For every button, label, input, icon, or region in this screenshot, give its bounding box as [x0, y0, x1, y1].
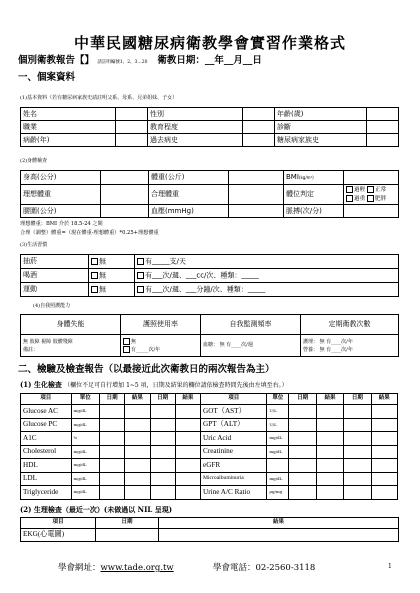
website-link[interactable]: www.tade.org.tw	[100, 563, 174, 573]
biochem-heading: (1) 生化檢查	[20, 380, 62, 389]
cell[interactable]	[316, 432, 343, 446]
nutrition-line: 營養： 無 有____次/年	[303, 346, 353, 353]
item-creatinine: Creatinine	[201, 445, 267, 459]
bmi-label	[284, 171, 344, 185]
item-ldl: LDL	[21, 472, 72, 486]
none-text: 無	[99, 257, 106, 266]
bp-label: 血壓(mmHg)	[149, 205, 229, 218]
checkbox[interactable]	[137, 258, 144, 265]
basic-data-table	[20, 107, 399, 147]
reasonable-weight-field[interactable]	[229, 185, 284, 205]
cell[interactable]	[125, 418, 150, 432]
disease-duration-label: 病齡(年)	[21, 134, 116, 147]
passport-has: 有_____次/年	[131, 346, 161, 353]
exercise-none	[89, 283, 135, 297]
gender-label: 性別	[148, 108, 243, 121]
cell[interactable]	[150, 486, 175, 500]
cell[interactable]	[125, 459, 150, 473]
passport-none: 無	[131, 338, 137, 345]
col-result: 結果	[125, 394, 150, 405]
col-result: 結果	[371, 394, 397, 405]
table-row	[21, 472, 398, 486]
drinking-label: 喝酒	[21, 269, 89, 283]
cell[interactable]	[289, 418, 316, 432]
cell[interactable]	[150, 432, 175, 446]
option-overweight: 過重	[354, 195, 366, 202]
cell[interactable]	[344, 445, 371, 459]
body-check-heading: (2)身體檢查	[20, 158, 48, 164]
name-field[interactable]	[116, 108, 148, 121]
smoking-none	[89, 255, 135, 269]
cell[interactable]	[150, 405, 175, 419]
disability-note: 備註：	[23, 346, 39, 353]
cell[interactable]	[316, 418, 343, 432]
col-item: 項目	[21, 394, 72, 405]
biochem-note: （欄位不足可自行增加 1~5 項，日期及結果的欄位請依檢查時間先後由左填至右。）	[64, 382, 288, 389]
body-check-table	[20, 170, 399, 218]
reasonable-weight-note: 合理（調整）體重=（現在體重-理想體重）*0.25+理想體重	[20, 230, 159, 236]
cell[interactable]	[344, 472, 371, 486]
cell[interactable]	[316, 445, 343, 459]
item-hdl: HDL	[21, 459, 72, 473]
cell[interactable]	[371, 418, 397, 432]
gender-field[interactable]	[243, 108, 275, 121]
disease-duration-field[interactable]	[116, 134, 148, 147]
page-number: 1	[388, 563, 392, 570]
cell[interactable]	[344, 418, 371, 432]
cell[interactable]	[316, 459, 343, 473]
education-field[interactable]	[243, 121, 275, 134]
drinking-none	[89, 269, 135, 283]
regular-education-header: 定期衛教次數	[301, 315, 399, 335]
col-date: 日期	[96, 518, 159, 529]
checkbox[interactable]	[346, 186, 353, 193]
section-case-data: 一、個案資料	[18, 72, 76, 83]
cell[interactable]	[125, 445, 150, 459]
cell[interactable]	[289, 445, 316, 459]
pulse-field[interactable]	[344, 205, 399, 218]
col-item: 項目	[201, 394, 267, 405]
cell[interactable]	[371, 486, 397, 500]
cell[interactable]	[150, 472, 175, 486]
cell[interactable]	[150, 418, 175, 432]
bp-field[interactable]	[229, 205, 284, 218]
smoking-has	[135, 255, 399, 269]
disability-line: 無 肢障 視障 肢體殘障	[23, 338, 73, 345]
option-obese: 肥胖	[374, 195, 387, 202]
cell[interactable]	[150, 445, 175, 459]
exercise-has	[135, 283, 399, 297]
has-text: 有___次/週、___分鐘/次、種類：_____	[145, 285, 266, 294]
cell[interactable]	[99, 418, 124, 432]
item-microalbuminuria: Microalbuminuria	[201, 472, 267, 486]
waist-field[interactable]	[101, 205, 149, 218]
cell[interactable]	[316, 486, 343, 500]
height-field[interactable]	[101, 171, 149, 185]
body-judge-options	[344, 185, 399, 205]
cell[interactable]	[371, 432, 397, 446]
cell[interactable]	[344, 405, 371, 419]
item-glucose-pc: Glucose PC	[21, 418, 72, 432]
cell[interactable]	[289, 405, 316, 419]
cell[interactable]	[371, 445, 397, 459]
report-number-note: 請註明編號1、2、3...20	[97, 60, 148, 65]
item-cholesterol: Cholesterol	[21, 445, 72, 459]
occupation-label: 職業	[21, 121, 116, 134]
unit: %	[71, 432, 99, 446]
past-history-field[interactable]	[243, 134, 275, 147]
item-a1c: A1C	[21, 432, 72, 446]
col-item: 項目	[21, 518, 96, 529]
unit: mg/dL	[267, 432, 289, 446]
footer-website	[58, 561, 174, 573]
col-date: 日期	[289, 394, 316, 405]
nursing-line: 護理： 無 有____次/年	[303, 338, 353, 345]
cell[interactable]	[125, 472, 150, 486]
unit: mg/dL	[71, 418, 99, 432]
education-options	[301, 335, 399, 357]
cell[interactable]	[99, 486, 124, 500]
document-title: 中華民國糖尿病衛教學會實習作業格式	[73, 34, 346, 52]
weight-label: 體重(公斤)	[149, 171, 229, 185]
checkbox[interactable]	[137, 286, 144, 293]
cell[interactable]	[289, 486, 316, 500]
checkbox[interactable]	[123, 346, 130, 353]
table-row	[21, 418, 398, 432]
cell[interactable]	[316, 472, 343, 486]
cell[interactable]	[125, 432, 150, 446]
basic-data-heading: (1)基本資料（若有糖尿病家族史請註明父系、母系、兄弟姐妹、子女）	[20, 95, 178, 101]
passport-options	[121, 335, 201, 357]
checkbox[interactable]	[367, 186, 374, 193]
exercise-label: 運動	[21, 283, 89, 297]
cell[interactable]	[289, 472, 316, 486]
family-history-field[interactable]	[367, 134, 399, 147]
checkbox[interactable]	[91, 286, 98, 293]
bmi-field[interactable]	[344, 171, 399, 185]
weight-field[interactable]	[229, 171, 284, 185]
waist-label: 腰圍(公分)	[21, 205, 101, 218]
unit: U/L	[267, 405, 289, 419]
col-date: 日期	[99, 394, 124, 405]
cell[interactable]	[159, 529, 399, 542]
unit: μg/mg	[267, 486, 289, 500]
education-date-label: 衛教日期：__年__月__日	[157, 55, 262, 66]
name-label: 姓名	[21, 108, 116, 121]
unit: mg/dL	[71, 405, 99, 419]
smoking-label: 抽菸	[21, 255, 89, 269]
has-text: 有_____支/天	[145, 257, 186, 266]
unit: mg/dL	[267, 472, 289, 486]
cell[interactable]	[316, 405, 343, 419]
cell[interactable]	[175, 432, 200, 446]
body-judge-label: 體位判定	[284, 185, 344, 205]
checkbox[interactable]	[91, 272, 98, 279]
habits-heading: (3)生活習慣	[20, 242, 48, 248]
cell[interactable]	[99, 445, 124, 459]
section-lab-reports: 二、檢驗及檢查報告（以最接近此次衛教日的兩次報告為主）	[18, 364, 275, 375]
cell[interactable]	[344, 459, 371, 473]
disability-options	[21, 335, 121, 357]
occupation-field[interactable]	[116, 121, 148, 134]
cell[interactable]	[125, 486, 150, 500]
selfcare-table	[20, 314, 399, 357]
education-label: 教育程度	[148, 121, 243, 134]
table-row	[21, 459, 398, 473]
cell[interactable]	[175, 472, 200, 486]
website-label: 學會網址：	[58, 563, 101, 573]
table-row	[21, 529, 399, 542]
unit: U/L	[267, 418, 289, 432]
unit: mg/dL	[71, 472, 99, 486]
item-got: GOT（AST）	[201, 405, 267, 419]
cell[interactable]	[175, 405, 200, 419]
pulse-label: 脈搏(次/分)	[284, 205, 344, 218]
table-row	[21, 445, 398, 459]
cell[interactable]	[96, 529, 159, 542]
unit: mg/dL	[71, 459, 99, 473]
checkbox[interactable]	[346, 195, 353, 202]
bmi-text: BMI	[286, 173, 299, 181]
col-unit: 單位	[71, 394, 99, 405]
option-normal: 正常	[374, 186, 387, 193]
item-uric-acid: Uric Acid	[201, 432, 267, 446]
report-label: 個別衛教報告【】	[18, 55, 95, 66]
cell[interactable]	[99, 405, 124, 419]
col-result: 結果	[175, 394, 200, 405]
family-history-label: 糖尿病家族史	[275, 134, 367, 147]
height-label: 身高(公分)	[21, 171, 101, 185]
item-egfr: eGFR	[201, 459, 267, 473]
ideal-weight-note: 理想體重：BMI 介於 18.5-24 之間	[20, 221, 103, 227]
cell[interactable]	[289, 459, 316, 473]
table-row	[21, 486, 398, 500]
item-urine-ac-ratio: Urine A/C Ratio	[201, 486, 267, 500]
ideal-weight-field[interactable]	[101, 185, 149, 205]
cell[interactable]	[371, 459, 397, 473]
unit: mg/dL	[267, 445, 289, 459]
none-text: 無	[99, 271, 106, 280]
past-history-label: 過去病史	[148, 134, 243, 147]
item-gpt: GPT（ALT）	[201, 418, 267, 432]
age-label: 年齡(歲)	[275, 108, 367, 121]
passport-usage-header: 護照使用率	[121, 315, 201, 335]
table-row	[21, 432, 398, 446]
cell[interactable]	[289, 432, 316, 446]
checkbox[interactable]	[91, 258, 98, 265]
diagnosis-label: 診斷	[275, 121, 367, 134]
cell[interactable]	[175, 445, 200, 459]
unit	[267, 459, 289, 473]
footer-phone: 學會電話：02-2560-3118	[213, 563, 316, 573]
bmi-unit: (kg/m²)	[298, 175, 314, 180]
biochem-heading-line	[20, 380, 288, 390]
cell[interactable]	[344, 432, 371, 446]
disability-header: 身體失能	[21, 315, 121, 335]
table-row	[21, 405, 398, 419]
reasonable-weight-label: 合理體重	[149, 185, 229, 205]
item-ekg: EKG(心電圖)	[21, 529, 96, 542]
selfcare-heading: (4)自我照護能力	[33, 303, 71, 309]
drinking-has	[135, 269, 399, 283]
cell[interactable]	[175, 486, 200, 500]
col-unit: 單位	[267, 394, 289, 405]
monitoring-options: 血糖： 無 有____次/週	[201, 335, 301, 357]
item-glucose-ac: Glucose AC	[21, 405, 72, 419]
cell[interactable]	[125, 405, 150, 419]
checkbox[interactable]	[123, 338, 130, 345]
self-monitoring-header: 自我監測頻率	[201, 315, 301, 335]
has-text: 有___次/週、___cc/次、種類：_____	[145, 271, 259, 280]
unit: mg/dL	[71, 486, 99, 500]
physio-table	[20, 517, 399, 542]
habits-table	[20, 254, 399, 297]
ideal-weight-label: 理想體重	[21, 185, 101, 205]
cell[interactable]	[99, 472, 124, 486]
col-date: 日期	[344, 394, 371, 405]
cell[interactable]	[344, 486, 371, 500]
col-result: 結果	[316, 394, 343, 405]
cell[interactable]	[99, 432, 124, 446]
diagnosis-field[interactable]	[367, 121, 399, 134]
unit: mg/dL	[71, 445, 99, 459]
age-field[interactable]	[367, 108, 399, 121]
cell[interactable]	[99, 459, 124, 473]
cell[interactable]	[150, 459, 175, 473]
none-text: 無	[99, 285, 106, 294]
cell[interactable]	[175, 459, 200, 473]
checkbox[interactable]	[367, 195, 374, 202]
physio-heading: (2) 生理檢查（最近一次）(未做過以 NIL 呈現)	[20, 505, 173, 514]
cell[interactable]	[371, 405, 397, 419]
cell[interactable]	[371, 472, 397, 486]
cell[interactable]	[175, 418, 200, 432]
col-result: 結果	[159, 518, 399, 529]
item-triglyceride: Triglyceride	[21, 486, 72, 500]
option-underweight: 過輕	[354, 186, 366, 193]
report-subheading	[18, 52, 262, 66]
checkbox[interactable]	[137, 272, 144, 279]
biochem-table	[20, 393, 398, 500]
col-date: 日期	[150, 394, 175, 405]
